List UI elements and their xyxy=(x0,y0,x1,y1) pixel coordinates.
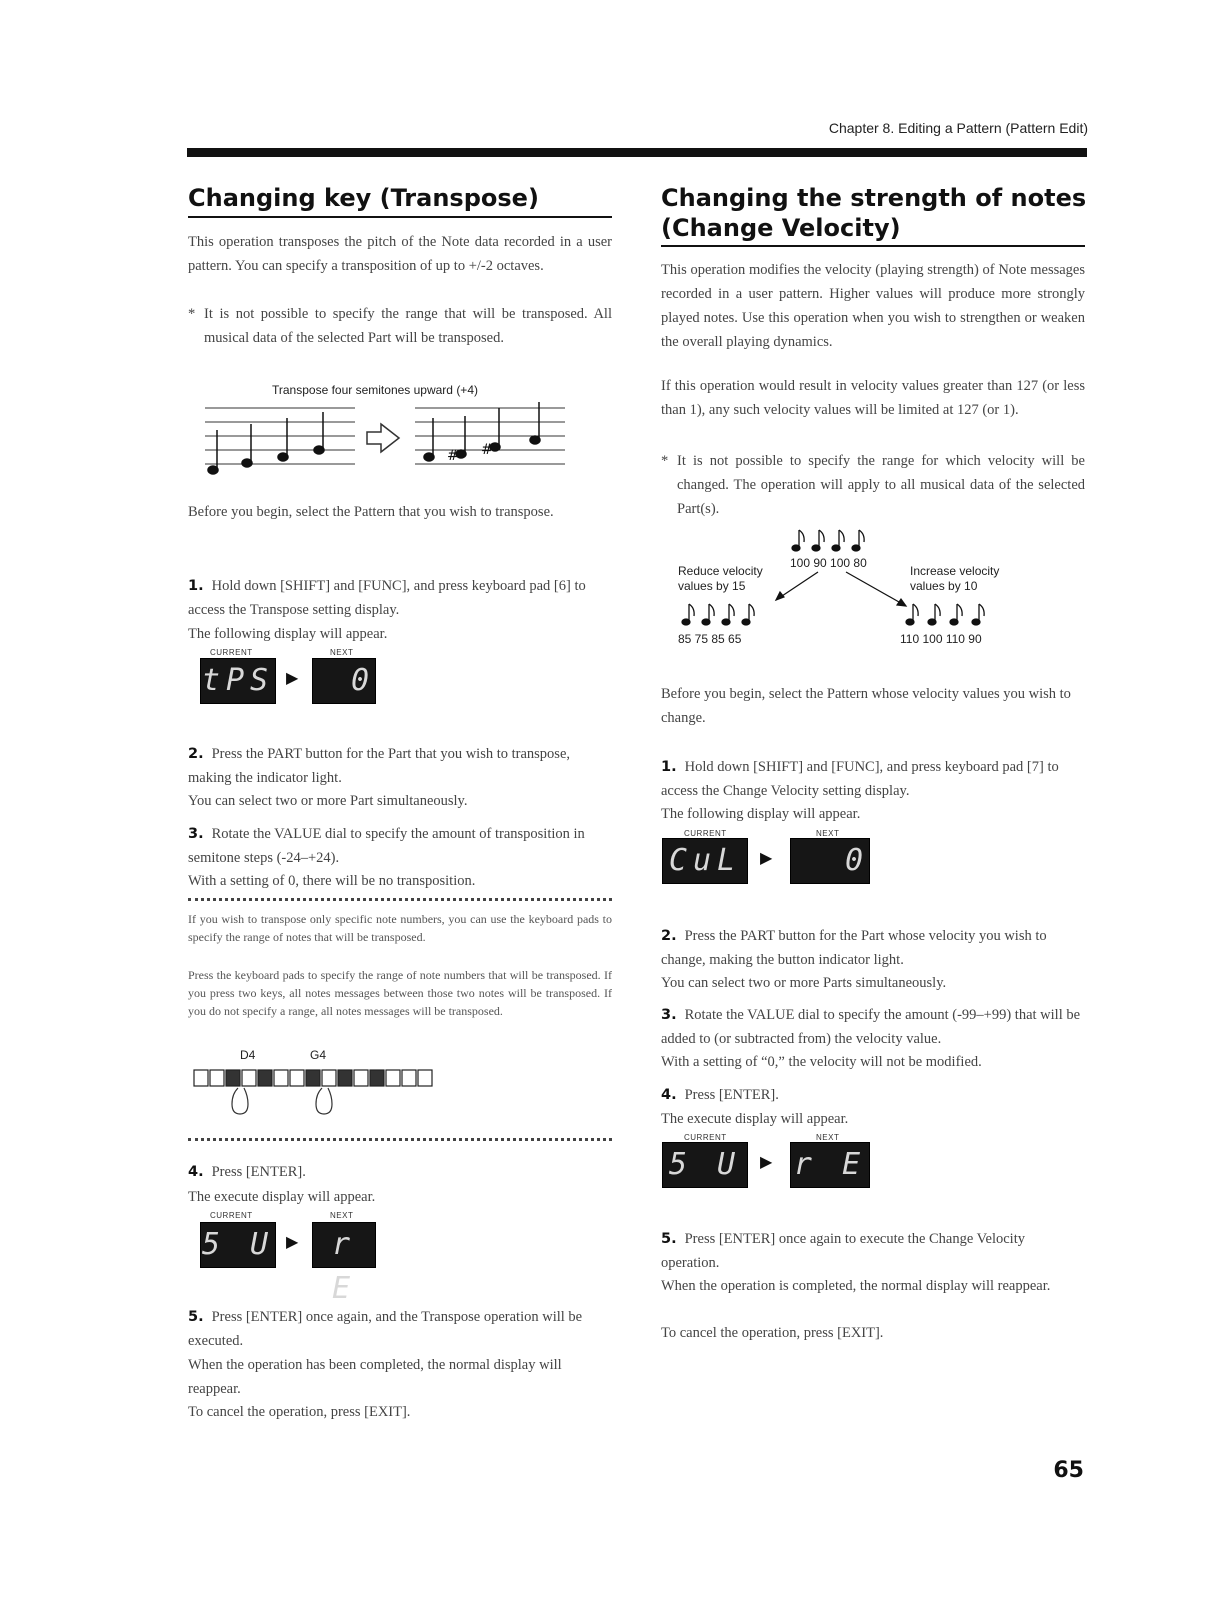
current-label: CURRENT xyxy=(684,1133,727,1142)
next-label: NEXT xyxy=(816,1133,840,1142)
right-step2-follow: You can select two or more Parts simultaneously. xyxy=(661,975,947,991)
right-step5-text: Press [ENTER] once again to execute the Change Velocity operation. xyxy=(661,1231,1025,1271)
left-step3-follow: With a setting of 0, there will be no transposition. xyxy=(188,873,476,889)
left-step4-follow: The execute display will appear. xyxy=(188,1189,376,1205)
step-number: 4. xyxy=(661,1087,677,1103)
sharp-icon: # xyxy=(447,448,459,464)
tip1: If you wish to transpose only specific note numbers, you can use the keyboard pads to specify the range of notes that will be transposed. xyxy=(188,912,612,944)
step-number: 2. xyxy=(661,928,677,944)
right-cancel: To cancel the operation, press [EXIT]. xyxy=(661,1325,884,1341)
finger-press-icon xyxy=(232,1088,332,1114)
current-label: CURRENT xyxy=(684,829,727,838)
step-number: 5. xyxy=(188,1309,204,1325)
play-arrow-icon: ▶ xyxy=(286,1234,299,1251)
right-limit: If this operation would result in velocity values greater than 127 (or less than 1), any such velocity values will be limited at 127 (or 1). xyxy=(661,378,1085,418)
chapter-header: Chapter 8. Editing a Pattern (Pattern Edit) xyxy=(828,120,1088,136)
left-step1-follow: The following display will appear. xyxy=(188,626,388,642)
key-label-g4: G4 xyxy=(310,1048,327,1062)
play-arrow-icon: ▶ xyxy=(760,850,773,867)
right-step1-follow: The following display will appear. xyxy=(661,806,861,822)
left-step1-text: Hold down [SHIFT] and [FUNC], and press keyboard pad [6] to access the Transpose setting display. xyxy=(188,578,586,618)
transpose-figure xyxy=(195,400,575,478)
step-number: 3. xyxy=(661,1007,677,1023)
left-note xyxy=(188,302,612,350)
next-display: r E xyxy=(312,1222,376,1268)
step-number: 3. xyxy=(188,826,204,842)
left-title-rule xyxy=(188,216,612,218)
left-step2 xyxy=(188,742,612,790)
current-display: 5 U xyxy=(662,1142,748,1188)
step-number: 4. xyxy=(188,1164,204,1180)
step-number: 5. xyxy=(661,1231,677,1247)
right-step5-follow: When the operation is completed, the normal display will reappear. xyxy=(661,1278,1051,1294)
right-step4 xyxy=(661,1083,1085,1107)
current-label: CURRENT xyxy=(210,648,253,657)
left-step4-text: Press [ENTER]. xyxy=(211,1164,306,1180)
step-number: 1. xyxy=(188,578,204,594)
current-display: tPS xyxy=(200,658,276,704)
eighth-notes-top xyxy=(792,530,864,551)
left-step3 xyxy=(188,822,612,870)
next-label: NEXT xyxy=(330,648,354,657)
fig-increase-line1: Increase velocity xyxy=(910,564,1000,578)
left-intro: This operation transposes the pitch of the Note data recorded in a user pattern. You can specify a transposition of up to +/-2 octaves. xyxy=(188,234,612,274)
next-display: r E xyxy=(790,1142,870,1188)
tip-bottom-divider xyxy=(188,1138,612,1141)
header-rule xyxy=(187,148,1087,157)
transpose-arrow-icon xyxy=(367,424,399,452)
left-cancel: To cancel the operation, press [EXIT]. xyxy=(188,1404,411,1420)
left-step3-text: Rotate the VALUE dial to specify the amount of transposition in semitone steps (-24–+24). xyxy=(188,826,585,866)
next-label: NEXT xyxy=(330,1211,354,1220)
left-step5 xyxy=(188,1305,612,1353)
keyboard-pads-figure xyxy=(192,1066,442,1118)
current-label: CURRENT xyxy=(210,1211,253,1220)
next-label: NEXT xyxy=(816,829,840,838)
tip-top-divider xyxy=(188,898,612,901)
left-before: Before you begin, select the Pattern that you wish to transpose. xyxy=(188,504,554,520)
step-number: 1. xyxy=(661,759,677,775)
key-label-d4: D4 xyxy=(240,1048,256,1062)
play-arrow-icon: ▶ xyxy=(286,670,299,687)
sharp-icon: # xyxy=(481,442,493,458)
right-step3 xyxy=(661,1003,1085,1051)
next-display: 0 xyxy=(790,838,870,884)
right-step5 xyxy=(661,1227,1085,1275)
right-title-line1: Changing the strength of notes xyxy=(661,184,1087,212)
right-title-line2: (Change Velocity) xyxy=(661,214,901,242)
fig-right-values: 110 100 110 90 xyxy=(900,632,982,646)
right-step1 xyxy=(661,755,1085,803)
left-note-text: It is not possible to specify the range that will be transposed. All musical data of the selected Part will be transposed. xyxy=(204,306,612,346)
right-step4-text: Press [ENTER]. xyxy=(684,1087,779,1103)
right-step2 xyxy=(661,924,1085,972)
left-step5-follow: When the operation has been completed, the normal display will reappear. xyxy=(188,1357,562,1397)
right-step1-text: Hold down [SHIFT] and [FUNC], and press keyboard pad [7] to access the Change Velocity setting display. xyxy=(661,759,1059,799)
right-step3-text: Rotate the VALUE dial to specify the amount (-99–+99) that will be added to (or subtracted from) the velocity value. xyxy=(661,1007,1081,1047)
next-display: 0 xyxy=(312,658,376,704)
eighth-notes-left xyxy=(682,604,754,625)
current-display: CuL xyxy=(662,838,748,884)
right-step3-follow: With a setting of “0,” the velocity will not be modified. xyxy=(661,1054,982,1070)
left-step4 xyxy=(188,1160,612,1184)
fig-reduce-line2: values by 15 xyxy=(678,579,746,593)
fig-reduce-line1: Reduce velocity xyxy=(678,564,763,578)
current-display: 5 U xyxy=(200,1222,276,1268)
note-mark-icon: * xyxy=(661,453,669,469)
step-number: 2. xyxy=(188,746,204,762)
right-intro: This operation modifies the velocity (playing strength) of Note messages recorded in a user pattern. Higher values will produce more strongly played notes. Use this operation when you wish to strengthen or weaken the overall playing dynamics. xyxy=(661,262,1085,350)
left-step2-text: Press the PART button for the Part that you wish to transpose, making the indicator light. xyxy=(188,746,571,786)
fig-left-values: 85 75 85 65 xyxy=(678,632,742,646)
original-notes xyxy=(208,412,324,474)
right-before: Before you begin, select the Pattern whose velocity values you wish to change. xyxy=(661,686,1071,726)
play-arrow-icon: ▶ xyxy=(760,1154,773,1171)
left-step5-text: Press [ENTER] once again, and the Transpose operation will be executed. xyxy=(188,1309,583,1349)
left-section-title: Changing key (Transpose) xyxy=(188,184,539,212)
eighth-notes-right xyxy=(906,604,984,625)
note-mark-icon: * xyxy=(188,306,196,322)
right-note xyxy=(661,449,1085,521)
page-number: 65 xyxy=(1053,1458,1084,1483)
fig-increase-line2: values by 10 xyxy=(910,579,978,593)
right-note-text: It is not possible to specify the range for which velocity will be changed. The operation will apply to all musical data of the selected Part(s). xyxy=(677,453,1085,517)
right-step4-follow: The execute display will appear. xyxy=(661,1111,849,1127)
fig-top-values: 100 90 100 80 xyxy=(790,556,867,570)
tip2: Press the keyboard pads to specify the range of note numbers that will be transposed. If you press two keys, all notes messages between those two notes will be transposed. If you do not specify a range, all notes messages will be transposed. xyxy=(188,968,612,1018)
left-step2-follow: You can select two or more Part simultaneously. xyxy=(188,793,468,809)
left-step1 xyxy=(188,574,612,622)
transpose-figure-caption: Transpose four semitones upward (+4) xyxy=(272,383,478,397)
right-step2-text: Press the PART button for the Part whose velocity you wish to change, making the button indicator light. xyxy=(661,928,1047,968)
right-title-rule xyxy=(661,245,1085,247)
